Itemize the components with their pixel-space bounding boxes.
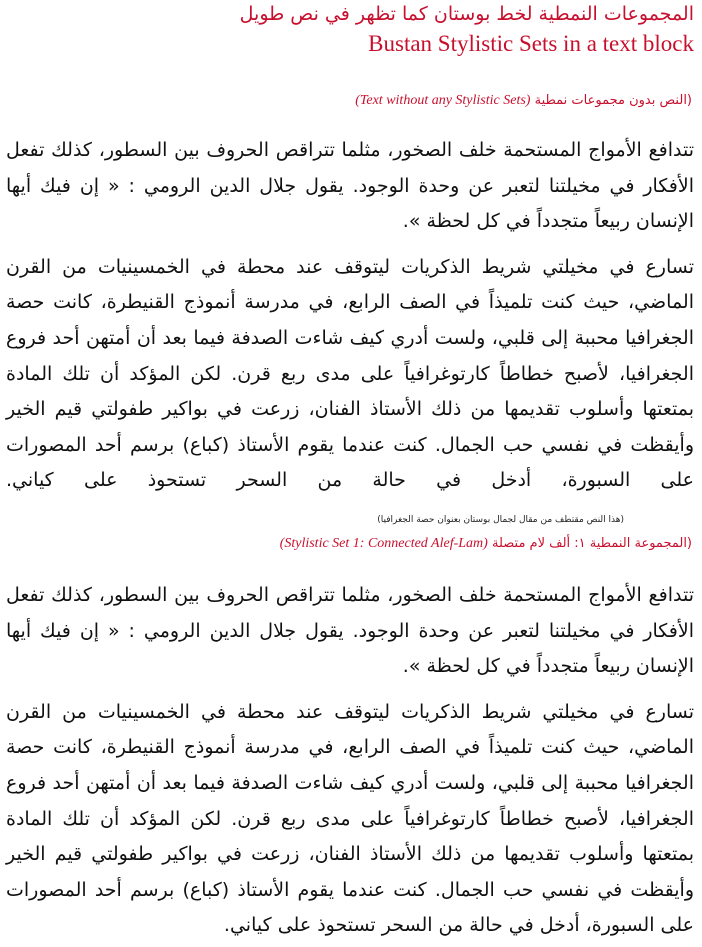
section1-caption — [12, 92, 692, 110]
section2-text-block — [6, 578, 694, 944]
title-english: Bustan Stylistic Sets in a text block — [368, 31, 694, 56]
section1-caption-english: (Text without any Stylistic Sets) — [355, 93, 531, 108]
section2-paragraph1: تتدافع الأمواج المستحمة خلف الصخور، مثلما تتراقص الحروف بين السطور، كذلك تفعل الأفكار في مخيلتنا لتعبر عن وحدة الوجود. يقول جلال الدين الرومي : « إن فيك أيها الإنسان ربيعاً متجدداً في كل لحظة ». — [6, 584, 694, 678]
section1-text-block — [6, 133, 694, 539]
section1-caption-arabic: (النص بدون مجموعات نمطية — [534, 93, 692, 108]
source-note: (هذا النص مقتطف من مقال لجمال بوستان بعنوان حصة الجغرافيا) — [377, 514, 624, 525]
section1-paragraph1: تتدافع الأمواج المستحمة خلف الصخور، مثلما تتراقص الحروف بين السطور، كذلك تفعل الأفكار في مخيلتنا لتعبر عن وحدة الوجود. يقول جلال الدين الرومي : « إن فيك أيها الإنسان ربيعاً متجدداً في كل لحظة ». — [6, 139, 694, 233]
section2-caption-english: (Stylistic Set 1: Connected Alef-Lam) — [279, 536, 488, 551]
title-arabic: المجموعات النمطية لخط بوستان كما تظهر في نص طويل — [239, 3, 694, 25]
section2-caption — [12, 535, 692, 553]
section1-paragraph2 — [6, 250, 694, 539]
section2-caption-arabic: (المجموعة النمطية ١: ألف لام متصلة — [491, 536, 692, 551]
section1-paragraph2-text: تسارع في مخيلتي شريط الذكريات ليتوقف عند محطة في الخمسينيات من القرن الماضي، حيث كنت تلميذاً في الصف الرابع، في مدرسة أنموذج القنيطرة، كانت حصة الجغرافيا محببة إلى قلبي، ولست أدري كيف شاءت الصدفة فيما بعد أن أمتهن أحد فروع الجغرافيا، لأصبح خطاطاً كارتوغرافياً على مدى ربع قرن. لكن المؤكد أن تلك المادة بمتعتها وأسلوب تقديمها من ذلك الأستاذ الفنان، زرعت في بواكير طفولتي قيم الخير وأيقظت في نفسي حب الجمال. كنت عندما يقوم الأستاذ (كباع) برسم أحد المصورات على السبورة، أدخل في حالة من السحر تستحوذ على كياني. — [6, 255, 694, 492]
section2-paragraph2: تسارع في مخيلتي شريط الذكريات ليتوقف عند محطة في الخمسينيات من القرن الماضي، حيث كنت تلميذاً في الصف الرابع، في مدرسة أنموذج القنيطرة، كانت حصة الجغرافيا محببة إلى قلبي، ولست أدري كيف شاءت الصدفة فيما بعد أن أمتهن أحد فروع الجغرافيا، لأصبح خطاطاً كارتوغرافياً على مدى ربع قرن. لكن المؤكد أن تلك المادة بمتعتها وأسلوب تقديمها من ذلك الأستاذ الفنان، زرعت في بواكير طفولتي قيم الخير وأيقظت في نفسي حب الجمال. كنت عندما يقوم الأستاذ (كباع) برسم أحد المصورات على السبورة، أدخل في حالة من السحر تستحوذ على كياني. — [6, 700, 694, 937]
